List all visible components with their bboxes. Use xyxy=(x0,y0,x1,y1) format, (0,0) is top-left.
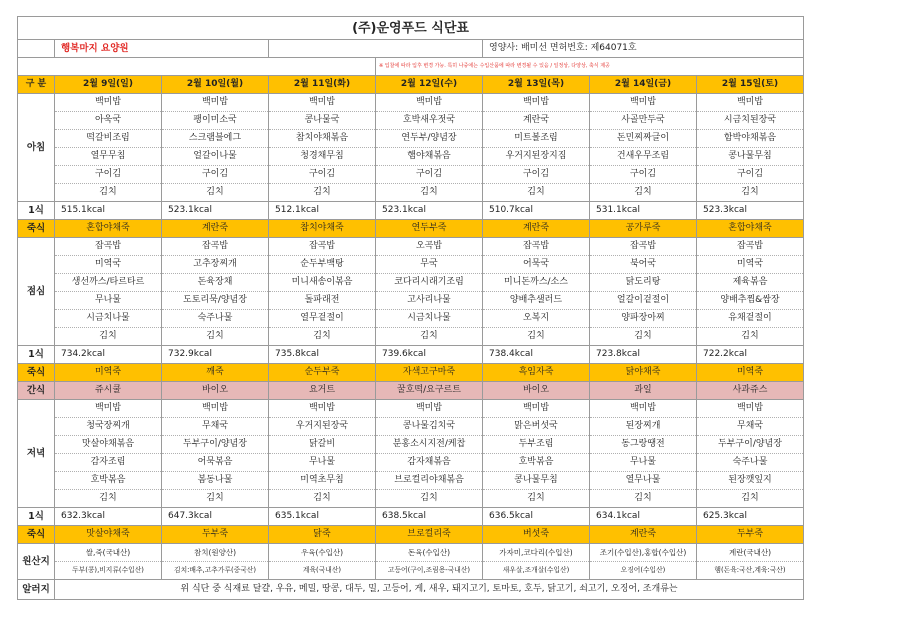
porridge-item: 맛살야채죽 xyxy=(55,526,162,544)
menu-item: 백미밥 xyxy=(697,94,804,112)
menu-item: 북어국 xyxy=(590,256,697,274)
menu-item: 김치 xyxy=(269,328,376,346)
origin-item: 오징어(수입산) xyxy=(590,562,697,580)
menu-item: 콩나물국 xyxy=(269,112,376,130)
menu-item: 구이김 xyxy=(55,166,162,184)
kcal-value: 647.3kcal xyxy=(162,508,269,526)
menu-item: 미역국 xyxy=(697,256,804,274)
menu-item: 숙주나물 xyxy=(697,454,804,472)
lunch-row xyxy=(18,274,804,292)
porridge-item: 미역죽 xyxy=(697,364,804,382)
menu-item: 오복지 xyxy=(483,310,590,328)
menu-item: 우거지된장지짐 xyxy=(483,148,590,166)
menu-item: 청경채무침 xyxy=(269,148,376,166)
lunch-row xyxy=(18,310,804,328)
kcal-value: 523.3kcal xyxy=(697,202,804,220)
origin-item: 새우살,조개살(수입산) xyxy=(483,562,590,580)
kcal-value: 734.2kcal xyxy=(55,346,162,364)
menu-item: 연두부/양념장 xyxy=(376,130,483,148)
origin-item: 우육(수입산) xyxy=(269,544,376,562)
menu-item: 잡곡밥 xyxy=(162,238,269,256)
menu-item: 감자조림 xyxy=(55,454,162,472)
porridge-label: 죽식 xyxy=(18,364,55,382)
menu-item: 백미밥 xyxy=(162,400,269,418)
snack-item: 요거트 xyxy=(269,382,376,400)
porridge-item: 브로컬리죽 xyxy=(376,526,483,544)
origin-item: 김치:배추,고추가루(중국산) xyxy=(162,562,269,580)
snack-item: 사과쥬스 xyxy=(697,382,804,400)
menu-item: 김치 xyxy=(162,490,269,508)
breakfast-row xyxy=(18,94,804,112)
breakfast-row xyxy=(18,184,804,202)
menu-item: 코다리시래기조림 xyxy=(376,274,483,292)
menu-item: 팽이미소국 xyxy=(162,112,269,130)
menu-item: 콩나물무침 xyxy=(697,148,804,166)
kcal-value: 531.1kcal xyxy=(590,202,697,220)
kcal-value: 635.1kcal xyxy=(269,508,376,526)
porridge-item: 두부죽 xyxy=(162,526,269,544)
header-label: 구 분 xyxy=(18,76,55,94)
day-header: 2월 9일(일) xyxy=(55,76,162,94)
porridge-item: 닭야채죽 xyxy=(590,364,697,382)
menu-item: 구이김 xyxy=(162,166,269,184)
porridge-item: 깨죽 xyxy=(162,364,269,382)
menu-item: 김치 xyxy=(590,490,697,508)
breakfast-row xyxy=(18,148,804,166)
menu-item: 맑은버섯국 xyxy=(483,418,590,436)
menu-item: 건새우무조림 xyxy=(590,148,697,166)
menu-item: 김치 xyxy=(590,328,697,346)
menu-item: 도토리묵/양념장 xyxy=(162,292,269,310)
menu-item: 된장찌개 xyxy=(590,418,697,436)
menu-item: 스크램블에그 xyxy=(162,130,269,148)
porridge-item: 공가루죽 xyxy=(590,220,697,238)
origin-item: 햄(돈육:국산,계육:국산) xyxy=(697,562,804,580)
menu-item: 사골만두국 xyxy=(590,112,697,130)
lunch-row xyxy=(18,292,804,310)
menu-item: 김치 xyxy=(376,490,483,508)
menu-item: 구이김 xyxy=(697,166,804,184)
allergy-label: 알러지 xyxy=(18,580,55,600)
snack-item: 쥬시쿨 xyxy=(55,382,162,400)
day-header: 2월 10일(월) xyxy=(162,76,269,94)
kcal-value: 625.3kcal xyxy=(697,508,804,526)
menu-table xyxy=(17,16,804,600)
menu-item: 김치 xyxy=(55,328,162,346)
breakfast-row xyxy=(18,166,804,184)
menu-item: 무국 xyxy=(376,256,483,274)
menu-item: 참치야채볶음 xyxy=(269,130,376,148)
menu-item: 미역초무침 xyxy=(269,472,376,490)
lunch-row xyxy=(18,328,804,346)
menu-item: 김치 xyxy=(376,328,483,346)
menu-item: 김치 xyxy=(269,490,376,508)
menu-item: 돈민찌짜글이 xyxy=(590,130,697,148)
dinner-label: 저녁 xyxy=(18,400,55,508)
kcal-value: 723.8kcal xyxy=(590,346,697,364)
porridge-item: 두부죽 xyxy=(697,526,804,544)
porridge-item: 흑임자죽 xyxy=(483,364,590,382)
kcal-value: 738.4kcal xyxy=(483,346,590,364)
menu-item: 호박볶음 xyxy=(483,454,590,472)
menu-item: 제육볶음 xyxy=(697,274,804,292)
menu-item: 두부구이/양념장 xyxy=(697,436,804,454)
menu-item: 양배추샐러드 xyxy=(483,292,590,310)
menu-item: 백미밥 xyxy=(269,94,376,112)
dinner-row xyxy=(18,418,804,436)
menu-item: 감자채볶음 xyxy=(376,454,483,472)
dinner-kcal-label: 1식 xyxy=(18,508,55,526)
menu-item: 콩나물김치국 xyxy=(376,418,483,436)
kcal-value: 523.1kcal xyxy=(162,202,269,220)
menu-item: 호박새우젓국 xyxy=(376,112,483,130)
dinner-row xyxy=(18,472,804,490)
porridge-item: 혼합야채죽 xyxy=(697,220,804,238)
lunch-kcal-row xyxy=(18,346,804,364)
menu-item: 무나물 xyxy=(269,454,376,472)
menu-item: 구이김 xyxy=(483,166,590,184)
menu-item: 닭도리탕 xyxy=(590,274,697,292)
menu-item: 닭갈비 xyxy=(269,436,376,454)
breakfast-row xyxy=(18,112,804,130)
kcal-value: 638.5kcal xyxy=(376,508,483,526)
origin-row xyxy=(18,562,804,580)
snack-item: 바이오 xyxy=(162,382,269,400)
menu-item: 돈육장채 xyxy=(162,274,269,292)
kcal-value: 722.2kcal xyxy=(697,346,804,364)
menu-item: 백미밥 xyxy=(483,400,590,418)
menu-item: 분홍소시지전/케찹 xyxy=(376,436,483,454)
menu-item: 돌파래전 xyxy=(269,292,376,310)
snack-item: 꿀호떡/요구르트 xyxy=(376,382,483,400)
menu-item: 두부조림 xyxy=(483,436,590,454)
menu-item: 시금치나물 xyxy=(55,310,162,328)
lunch-row xyxy=(18,238,804,256)
menu-item: 오곡밥 xyxy=(376,238,483,256)
kcal-value: 512.1kcal xyxy=(269,202,376,220)
menu-item: 김치 xyxy=(483,184,590,202)
menu-item: 고사리나물 xyxy=(376,292,483,310)
menu-item: 양배추찜&쌈장 xyxy=(697,292,804,310)
menu-item: 백미밥 xyxy=(55,94,162,112)
menu-item: 잡곡밥 xyxy=(483,238,590,256)
porridge-item: 계란죽 xyxy=(483,220,590,238)
origin-item: 계육(국내산) xyxy=(269,562,376,580)
menu-item: 김치 xyxy=(697,184,804,202)
lunch-row xyxy=(18,256,804,274)
menu-item: 맛살야채볶음 xyxy=(55,436,162,454)
snack-item: 바이오 xyxy=(483,382,590,400)
day-header: 2월 12일(수) xyxy=(376,76,483,94)
origin-item: 고등어(구이,조림용-국내산) xyxy=(376,562,483,580)
menu-item: 백미밥 xyxy=(697,400,804,418)
menu-item: 백미밥 xyxy=(483,94,590,112)
lunch-label: 점심 xyxy=(18,238,55,346)
menu-item: 잡곡밥 xyxy=(697,238,804,256)
kcal-value: 739.6kcal xyxy=(376,346,483,364)
menu-item: 생선까스/타르타르 xyxy=(55,274,162,292)
menu-item: 김치 xyxy=(55,490,162,508)
kcal-value: 634.1kcal xyxy=(590,508,697,526)
menu-item: 김치 xyxy=(697,490,804,508)
origin-item: 돈육(수입산) xyxy=(376,544,483,562)
menu-item: 아욱국 xyxy=(55,112,162,130)
day-header: 2월 13일(목) xyxy=(483,76,590,94)
kcal-value: 636.5kcal xyxy=(483,508,590,526)
origin-item: 가자미,코다리(수입산) xyxy=(483,544,590,562)
snack-item: 과일 xyxy=(590,382,697,400)
menu-item: 백미밥 xyxy=(590,400,697,418)
menu-item: 무채국 xyxy=(697,418,804,436)
menu-item: 얼갈이나물 xyxy=(162,148,269,166)
kcal-value: 510.7kcal xyxy=(483,202,590,220)
menu-item: 김치 xyxy=(162,328,269,346)
snack-label: 간식 xyxy=(18,382,55,400)
porridge-item: 계란죽 xyxy=(162,220,269,238)
page-title: (주)운영푸드 식단표 xyxy=(18,17,804,40)
dinner-row xyxy=(18,400,804,418)
origin-label: 원산지 xyxy=(18,544,55,580)
origin-row xyxy=(18,544,804,562)
menu-item: 얼갈이겉절이 xyxy=(590,292,697,310)
menu-item: 미트볼조림 xyxy=(483,130,590,148)
menu-item: 미역국 xyxy=(55,256,162,274)
menu-item: 브로컬리야채볶음 xyxy=(376,472,483,490)
menu-item: 미니돈까스/소스 xyxy=(483,274,590,292)
facility-name: 행복마지 요양원 xyxy=(55,40,269,58)
origin-item: 쌀,죽(국내산) xyxy=(55,544,162,562)
menu-item: 두부구이/양념장 xyxy=(162,436,269,454)
menu-item: 고추장찌개 xyxy=(162,256,269,274)
menu-item: 잡곡밥 xyxy=(269,238,376,256)
porridge-row xyxy=(18,364,804,382)
menu-item: 열무겉절이 xyxy=(269,310,376,328)
porridge-label: 죽식 xyxy=(18,526,55,544)
menu-item: 잡곡밥 xyxy=(55,238,162,256)
breakfast-label: 아침 xyxy=(18,94,55,202)
porridge-item: 연두부죽 xyxy=(376,220,483,238)
menu-item: 우거지된장국 xyxy=(269,418,376,436)
menu-item: 동그랑땡전 xyxy=(590,436,697,454)
menu-item: 백미밥 xyxy=(162,94,269,112)
porridge-item: 참치야채죽 xyxy=(269,220,376,238)
menu-item: 구이김 xyxy=(376,166,483,184)
breakfast-kcal-label: 1식 xyxy=(18,202,55,220)
porridge-item: 계란죽 xyxy=(590,526,697,544)
menu-item: 청국장찌개 xyxy=(55,418,162,436)
origin-item: 참치(원양산) xyxy=(162,544,269,562)
lunch-kcal-label: 1식 xyxy=(18,346,55,364)
menu-item: 콩나물무침 xyxy=(483,472,590,490)
menu-item: 미니새송이볶음 xyxy=(269,274,376,292)
menu-item: 시금치된장국 xyxy=(697,112,804,130)
porridge-row xyxy=(18,220,804,238)
kcal-value: 632.3kcal xyxy=(55,508,162,526)
dietitian-info: 영양사: 배미선 면허번호: 제64071호 xyxy=(483,40,804,58)
menu-item: 햄야채볶음 xyxy=(376,148,483,166)
origin-item: 계란(국내산) xyxy=(697,544,804,562)
menu-item: 김치 xyxy=(55,184,162,202)
breakfast-kcal-row xyxy=(18,202,804,220)
menu-item: 어묵볶음 xyxy=(162,454,269,472)
dinner-kcal-row xyxy=(18,508,804,526)
menu-sheet xyxy=(17,16,803,600)
origin-item: 두부(콩),비지류(수입산) xyxy=(55,562,162,580)
porridge-item: 순두부죽 xyxy=(269,364,376,382)
dinner-row xyxy=(18,436,804,454)
menu-item: 된장깻잎지 xyxy=(697,472,804,490)
porridge-item: 혼합야채죽 xyxy=(55,220,162,238)
menu-item: 양파장아찌 xyxy=(590,310,697,328)
menu-item: 김치 xyxy=(162,184,269,202)
menu-item: 무나물 xyxy=(590,454,697,472)
menu-item: 김치 xyxy=(376,184,483,202)
kcal-value: 735.8kcal xyxy=(269,346,376,364)
day-header: 2월 11일(화) xyxy=(269,76,376,94)
menu-item: 백미밥 xyxy=(376,400,483,418)
menu-item: 백미밥 xyxy=(269,400,376,418)
menu-item: 잡곡밥 xyxy=(590,238,697,256)
porridge-label: 죽식 xyxy=(18,220,55,238)
menu-item: 떡갈비조림 xyxy=(55,130,162,148)
menu-item: 무채국 xyxy=(162,418,269,436)
menu-item: 호박볶음 xyxy=(55,472,162,490)
dinner-row xyxy=(18,490,804,508)
kcal-value: 515.1kcal xyxy=(55,202,162,220)
menu-item: 봄동나물 xyxy=(162,472,269,490)
menu-item: 어묵국 xyxy=(483,256,590,274)
menu-item: 숙주나물 xyxy=(162,310,269,328)
menu-item: 열무무침 xyxy=(55,148,162,166)
allergy-row xyxy=(18,580,804,600)
menu-item: 열무나물 xyxy=(590,472,697,490)
menu-item: 계란국 xyxy=(483,112,590,130)
menu-item: 김치 xyxy=(483,328,590,346)
menu-item: 김치 xyxy=(269,184,376,202)
menu-item: 김치 xyxy=(590,184,697,202)
menu-item: 무나물 xyxy=(55,292,162,310)
menu-item: 백미밥 xyxy=(590,94,697,112)
day-header: 2월 15일(토) xyxy=(697,76,804,94)
porridge-item: 미역죽 xyxy=(55,364,162,382)
porridge-item: 자색고구마죽 xyxy=(376,364,483,382)
allergy-text: 위 식단 중 식재료 달걀, 우유, 메밀, 땅콩, 대두, 밀, 고등어, 게, 새우, 돼지고기, 토마토, 호두, 닭고기, 쇠고기, 오징어, 조개류는 xyxy=(55,580,804,600)
menu-item: 백미밥 xyxy=(55,400,162,418)
breakfast-row xyxy=(18,130,804,148)
porridge-item: 버섯죽 xyxy=(483,526,590,544)
menu-item: 순두부백탕 xyxy=(269,256,376,274)
menu-item: 백미밥 xyxy=(376,94,483,112)
porridge-item: 닭죽 xyxy=(269,526,376,544)
kcal-value: 523.1kcal xyxy=(376,202,483,220)
menu-item: 구이김 xyxy=(269,166,376,184)
kcal-value: 732.9kcal xyxy=(162,346,269,364)
porridge-row xyxy=(18,526,804,544)
dinner-row xyxy=(18,454,804,472)
menu-item: 김치 xyxy=(483,490,590,508)
menu-item: 시금치나물 xyxy=(376,310,483,328)
snack-row xyxy=(18,382,804,400)
menu-note: ※ 입찰에 따라 입후 변경 가능. 특히 나중에는 수입산품에 따라 변경될 수 있음 / 일정상, 다양상, 축식 제공 xyxy=(376,58,804,76)
menu-item: 유채겉절이 xyxy=(697,310,804,328)
menu-item: 구이김 xyxy=(590,166,697,184)
menu-item: 함박야채볶음 xyxy=(697,130,804,148)
menu-item: 김치 xyxy=(697,328,804,346)
origin-item: 조기(수입산),홍합(수입산) xyxy=(590,544,697,562)
day-header: 2월 14일(금) xyxy=(590,76,697,94)
